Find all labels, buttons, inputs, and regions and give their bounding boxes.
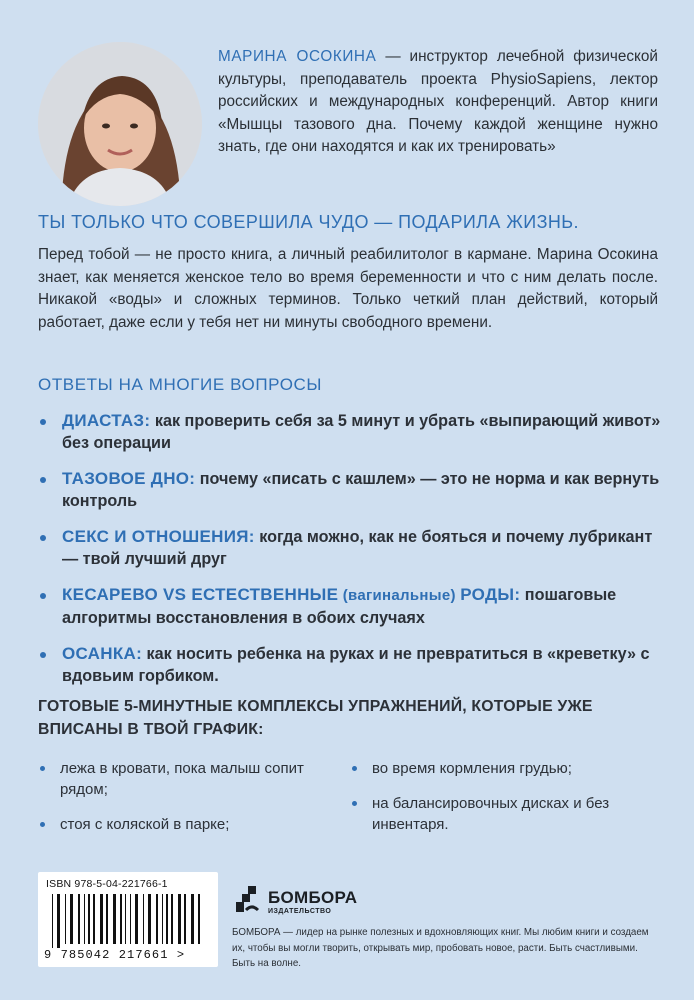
author-name: МАРИНА ОСОКИНА (218, 48, 377, 65)
barcode-bar (70, 894, 73, 944)
bullet-dot-icon (40, 419, 46, 425)
barcode-bar (156, 894, 158, 944)
exercises-title: ГОТОВЫЕ 5-МИНУТНЫЕ КОМПЛЕКСЫ УПРАЖНЕНИЙ, КОТОРЫЕ УЖЕ ВПИСАНЫ В ТВОЙ ГРАФИК: (38, 698, 593, 738)
intro-paragraph: Перед тобой — не просто книга, а личный реабилитолог в кармане. Марина Осокина знает, как меняется женское тело во время беременности и что с ним делать после. Никакой «воды» и сложных терминов. Только четкий план действий, который работает, даже если у тебя нет ни минуты свободного времени. (38, 246, 658, 331)
item-text: как носить ребенка на руках и не превратиться в «креветку» с вдовьим горбиком. (62, 645, 650, 685)
bullet-dot-icon (40, 766, 45, 771)
barcode-bar (162, 894, 163, 944)
item-qualifier: (вагинальные) (338, 587, 461, 604)
item-key: ДИАСТАЗ: (62, 411, 151, 430)
item-text: пошаговые алгоритмы восстановления в обоих случаях (62, 586, 617, 627)
item-key: КЕСАРЕВО VS ЕСТЕСТВЕННЫЕ (62, 585, 339, 604)
list-item (38, 643, 668, 687)
publisher-description: БОМБОРА — лидер на рынке полезных и вдохновляющих книг. Мы любим книги и создаем их, чтобы вы могли творить, открывать мир, пробовать новое, расти. Быть счастливыми. Быть на волне. (232, 927, 649, 969)
barcode-digits: 9 785042 217661 > (44, 948, 186, 962)
list-item (38, 410, 668, 454)
list-item (350, 793, 670, 835)
barcode-bar (191, 894, 194, 944)
item-text: почему «писать с кашлем» — это не норма и как вернуть контроль (62, 470, 660, 510)
list-item (38, 814, 338, 835)
item-text: когда можно, как не бояться и почему лубрикант — твой лучший друг (62, 528, 653, 568)
barcode-bar (120, 894, 122, 944)
barcode-bar (171, 894, 173, 944)
bullet-dot-icon (352, 766, 357, 771)
barcode-bar (130, 894, 131, 944)
barcode (38, 872, 218, 967)
barcode-bar (84, 894, 85, 944)
bullet-dot-icon (40, 477, 46, 483)
bullet-dot-icon (40, 652, 46, 658)
barcode-bar (78, 894, 80, 944)
barcode-bar (178, 894, 181, 944)
isbn: ISBN 978-5-04-221766-1 (46, 878, 168, 890)
item-key: ОСАНКА: (62, 644, 143, 663)
headline: ТЫ ТОЛЬКО ЧТО СОВЕРШИЛА ЧУДО — ПОДАРИЛА ЖИЗНЬ. (38, 212, 579, 232)
list-item (350, 758, 670, 779)
author-bio (218, 46, 658, 159)
item-text: лежа в кровати, пока малыш сопит рядом; (60, 760, 304, 798)
publisher-name: БОМБОРА (268, 888, 358, 907)
barcode-bars (52, 894, 204, 948)
item-key-2: РОДЫ: (460, 585, 521, 604)
barcode-bar (93, 894, 95, 944)
bullet-dot-icon (40, 535, 46, 541)
publisher-logo-icon (232, 880, 262, 916)
exercises-right-list (350, 758, 670, 849)
item-text: на балансировочных дисках и без инвентаря. (372, 795, 610, 833)
barcode-bar (113, 894, 116, 944)
barcode-bar (166, 894, 168, 944)
barcode-bar (198, 894, 200, 944)
list-item (38, 584, 668, 629)
list-item (38, 468, 668, 512)
barcode-bar (125, 894, 126, 944)
item-key: СЕКС И ОТНОШЕНИЯ: (62, 527, 255, 546)
item-text: как проверить себя за 5 минут и убрать «выпирающий живот» без операции (62, 412, 661, 452)
barcode-bar (143, 894, 144, 944)
barcode-bar (57, 894, 60, 948)
bullet-dot-icon (40, 822, 45, 827)
barcode-bar (135, 894, 138, 944)
barcode-bar (52, 894, 53, 948)
bullet-dot-icon (40, 593, 46, 599)
item-key: ТАЗОВОЕ ДНО: (62, 469, 196, 488)
barcode-bar (106, 894, 108, 944)
bullet-dot-icon (352, 801, 357, 806)
author-photo (38, 42, 202, 206)
barcode-bar (88, 894, 90, 944)
barcode-bar (65, 894, 66, 944)
list-item (38, 526, 668, 570)
barcode-bar (148, 894, 151, 944)
item-text: стоя с коляской в парке; (60, 816, 230, 833)
answers-list (38, 410, 668, 701)
answers-title: ОТВЕТЫ НА МНОГИЕ ВОПРОСЫ (38, 375, 323, 394)
barcode-bar (100, 894, 103, 944)
author-description: — инструктор лечебной физической культуры, преподаватель проекта PhysioSapiens, лектор российских и международных конференций. Автор книги «Мышцы тазового дна. Почему каждой женщине нужно знать, где они находятся и как их тренировать» (218, 48, 658, 156)
exercises-left-list (38, 758, 338, 849)
list-item (38, 758, 338, 800)
publisher-subtitle: ИЗДАТЕЛЬСТВО (268, 908, 332, 915)
item-text: во время кормления грудью; (372, 760, 572, 777)
barcode-bar (184, 894, 186, 944)
